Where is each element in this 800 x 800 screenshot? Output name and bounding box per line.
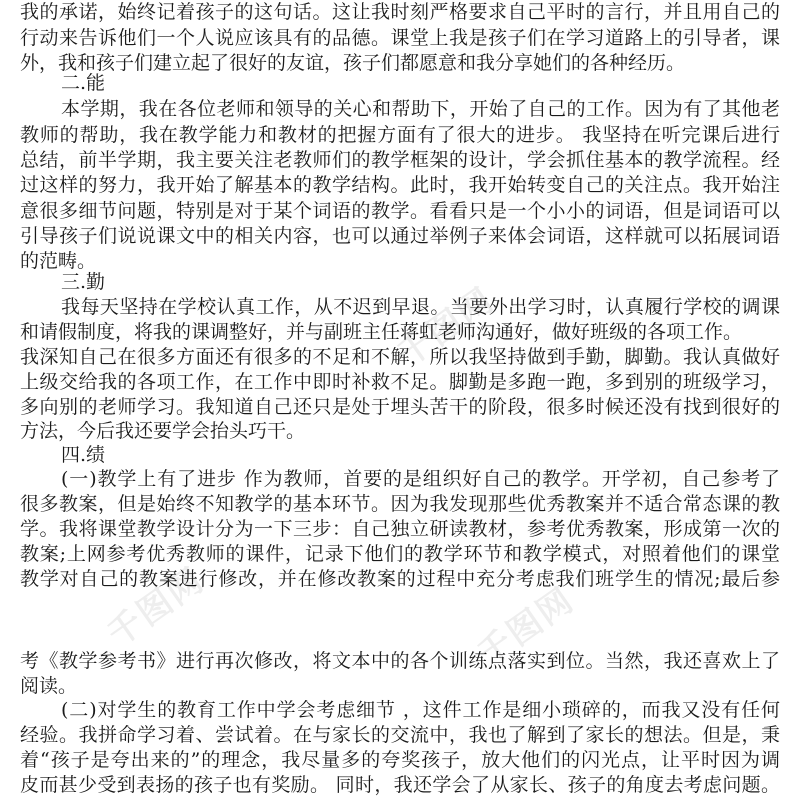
paragraph-line: 教学对自己的教案进行修改，并在修改教案的过程中充分考虑我们班学生的情况;最后参 <box>20 568 780 590</box>
paragraph-line: 我的承诺，始终记着孩子的这句话。这让我时刻严格要求自己平时的言行，并且用自己的 <box>20 1 780 23</box>
paragraph-line: (二)对学生的教育工作中学会考虑细节 ，这件工作是细小琐碎的，而我又没有任何 <box>61 699 780 721</box>
paragraph-line: 总结，前半学期，我主要关注老教师们的教学框架的设计，学会抓住基本的教学流程。经 <box>20 149 780 171</box>
paragraph-line: 教案;上网参考优秀教师的课件，记录下他们的教学环节和教学模式，对照着他们的课堂 <box>20 543 780 565</box>
paragraph-line: 阅读。 <box>20 675 78 697</box>
watermark: 千图网 <box>100 560 212 655</box>
paragraph-line: 上级交给我的各项工作，在工作中即时补救不足。脚勤是多跑一跑，多到别的班级学习， <box>20 371 780 393</box>
section-heading: 四.绩 <box>61 444 106 466</box>
paragraph-line: 我深知自己在很多方面还有很多的不足和不解，所以我坚持做到手勤，脚勤。我认真做好 <box>20 346 780 368</box>
paragraph-line: 多向别的老师学习。我知道自己还只是处于埋头苦干的阶段，很多时候还没有找到很好的 <box>20 396 780 418</box>
paragraph-line: 皮而甚少受到表扬的孩子也有奖励。 同时，我还学会了从家长、孩子的角度去考虑问题。 <box>20 774 780 796</box>
paragraph-line: 教师的帮助，我在教学能力和教材的把握方面有了很大的进步。 我坚持在听完课后进行 <box>20 124 780 146</box>
paragraph-line: (一)教学上有了进步 作为教师，首要的是组织好自己的教学。开学初，自己参考了 <box>61 468 780 490</box>
section-heading: 三.勤 <box>61 271 106 293</box>
paragraph-line: 和请假制度，将我的课调整好，并与副班主任蒋虹老师沟通好，做好班级的各项工作。 <box>20 321 743 343</box>
paragraph-line: 行动来告诉他们一个人说应该具有的品德。课堂上我是孩子们在学习道路上的引导者，课 <box>20 27 780 49</box>
watermark: 千图网 <box>470 580 582 675</box>
paragraph-line: 学。我将课堂教学设计分为一下三步：自己独立研读教材，参考优秀教案，形成第一次的 <box>20 518 780 540</box>
paragraph-line: 外，我和孩子们建立起了很好的友谊，孩子们都愿意和我分享她们的各种经历。 <box>20 52 686 74</box>
paragraph-line: 本学期，我在各位老师和领导的关心和帮助下，开始了自己的工作。因为有了其他老 <box>61 98 780 120</box>
paragraph-line: 方法，今后我还要学会抬头巧干。 <box>20 420 306 442</box>
paragraph-line: 的范畴。 <box>20 250 97 272</box>
paragraph-line: 意很多细节问题，特别是对于某个词语的教学。看看只是一个小小的词语，但是词语可以 <box>20 200 780 222</box>
paragraph-line: 我每天坚持在学校认真工作，从不迟到早退。当要外出学习时，认真履行学校的调课 <box>61 296 780 318</box>
paragraph-line: 经验。我拼命学习着、尝试着。在与家长的交流中，我也了解到了家长的想法。但是，秉 <box>20 724 780 746</box>
watermark: 千图网 <box>390 280 502 375</box>
paragraph-line: 考《教学参考书》进行再次修改，将文本中的各个训练点落实到位。当然，我还喜欢上了 <box>20 650 780 672</box>
section-heading: 二.能 <box>61 72 106 94</box>
paragraph-line: 过这样的努力，我开始了解基本的教学结构。此时，我开始转变自己的关注点。我开始注 <box>20 174 780 196</box>
paragraph-line: 着“孩子是夸出来的”的理念，我尽量多的夸奖孩子，放大他们的闪光点，让平时因为调 <box>20 749 780 771</box>
paragraph-line: 引导孩子们说说课文中的相关内容，也可以通过举例子来体会词语，这样就可以拓展词语 <box>20 225 780 247</box>
paragraph-line: 很多教案，但是始终不知教学的基本环节。因为我发现那些优秀教案并不适合常态课的教 <box>20 493 780 515</box>
